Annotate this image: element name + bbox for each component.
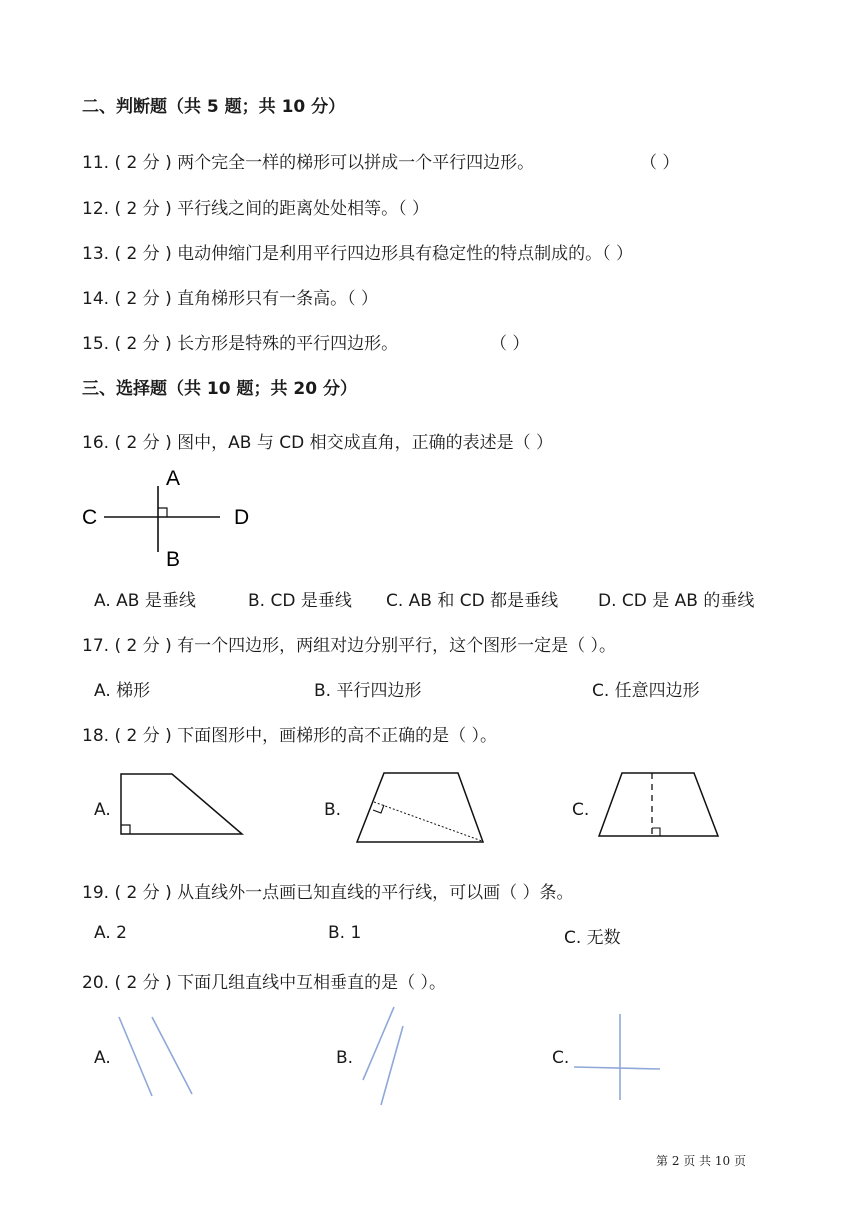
q20-lines-b (356, 1004, 408, 1110)
question-14-text: 14. ( 2 分 ) 直角梯形只有一条高。（ ） (82, 289, 379, 309)
q16-label-c: C (82, 506, 98, 529)
q20-lines-c (570, 1012, 664, 1104)
question-15-answer-paren: （ ） (490, 334, 530, 354)
question-18-text: 18. ( 2 分 ) 下面图形中，画梯形的高不正确的是（ ）。 (82, 726, 498, 746)
question-16-text: 16. ( 2 分 ) 图中，AB 与 CD 相交成直角，正确的表述是（ ） (82, 433, 554, 453)
q17-option-c[interactable]: C. 任意四边形 (592, 681, 700, 701)
q19-option-c[interactable]: C. 无数 (564, 928, 621, 948)
question-17-text: 17. ( 2 分 ) 有一个四边形，两组对边分别平行，这个图形一定是（ ）。 (82, 636, 617, 656)
q16-label-d: D (234, 506, 250, 529)
q19-option-a[interactable]: A. 2 (94, 923, 127, 943)
question-12-text: 12. ( 2 分 ) 平行线之间的距离处处相等。（ ） (82, 199, 430, 219)
q16-label-b: B (166, 548, 181, 571)
question-20-text: 20. ( 2 分 ) 下面几组直线中互相垂直的是（ ）。 (82, 973, 447, 993)
question-15-text: 15. ( 2 分 ) 长方形是特殊的平行四边形。 (82, 334, 399, 354)
q16-perpendicular-figure (82, 466, 262, 570)
q20-option-a[interactable]: A. (94, 1048, 111, 1068)
q16-option-b[interactable]: B. CD 是垂线 (248, 591, 352, 611)
q18-option-c[interactable]: C. (572, 800, 590, 820)
q19-option-b[interactable]: B. 1 (328, 923, 362, 943)
question-11-text: 11. ( 2 分 ) 两个完全一样的梯形可以拼成一个平行四边形。 (82, 153, 535, 173)
section-2-title: 二、判断题（共 5 题；共 10 分） (82, 97, 346, 117)
question-13-text: 13. ( 2 分 ) 电动伸缩门是利用平行四边形具有稳定性的特点制成的。（ ） (82, 244, 634, 264)
q16-option-c[interactable]: C. AB 和 CD 都是垂线 (386, 591, 559, 611)
q18-trapezoid-a (118, 772, 248, 836)
q20-lines-a (114, 1012, 198, 1102)
q16-option-a[interactable]: A. AB 是垂线 (94, 591, 196, 611)
q18-option-a[interactable]: A. (94, 800, 111, 820)
q18-trapezoid-c (596, 770, 722, 840)
section-3-title: 三、选择题（共 10 题；共 20 分） (82, 379, 357, 399)
q17-option-b[interactable]: B. 平行四边形 (314, 681, 422, 701)
q18-option-b[interactable]: B. (324, 800, 342, 820)
question-11-answer-paren: （ ） (640, 153, 680, 173)
q20-option-b[interactable]: B. (336, 1048, 354, 1068)
q20-option-c[interactable]: C. (552, 1048, 570, 1068)
question-19-text: 19. ( 2 分 ) 从直线外一点画已知直线的平行线，可以画（ ）条。 (82, 883, 574, 903)
q16-label-a: A (166, 467, 181, 490)
q17-option-a[interactable]: A. 梯形 (94, 681, 151, 701)
page-footer: 第 2 页 共 10 页 (656, 1154, 746, 1168)
q18-trapezoid-b (354, 770, 488, 846)
q16-option-d[interactable]: D. CD 是 AB 的垂线 (598, 591, 755, 611)
